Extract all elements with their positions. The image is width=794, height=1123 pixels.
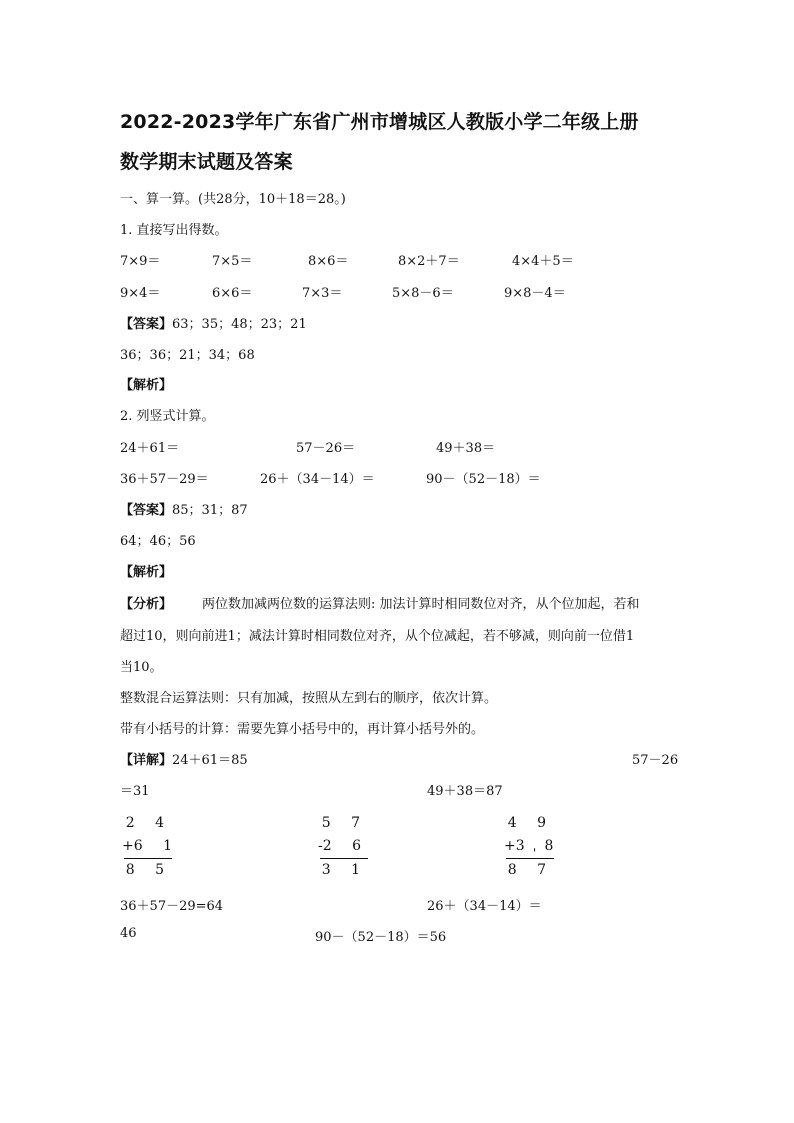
question-2-label: 2. 列竖式计算。 [120,409,215,424]
rule-parentheses: 带有小括号的计算：需要先算小括号中的，再计算小括号外的。 [120,722,485,737]
q2-problem: 24＋61＝ [120,441,180,456]
vertical-result: 8 7 [507,862,554,878]
q1-problem: 7×3＝ [302,286,343,301]
detail-text: 26＋（34－14）＝ [427,899,542,914]
vertical-calculation [504,812,562,882]
q1-problem: 5×8－6＝ [392,286,454,301]
q1-problem: 8×2＋7＝ [398,254,460,269]
detail-tag: 【详解】 [120,753,173,768]
vertical-calculation [122,812,180,882]
vertical-calculation [318,812,368,882]
q2-problem: 90－（52－18）＝ [426,472,541,487]
q1-problem: 8×6＝ [308,254,349,269]
vertical-operand: 6 1 [133,838,180,854]
rule-mixed-operations: 整数混合运算法则：只有加减，按照从左到右的顺序，依次计算。 [120,691,498,706]
detail-text: 36＋57－29=64 [120,899,224,914]
detail-text: 49＋38＝87 [427,784,503,799]
q2-answer [120,499,248,518]
detail-text: 24＋61＝85 [172,753,248,768]
q2-problem: 57－26＝ [296,441,356,456]
detail-text: 57－26 [632,753,679,768]
analysis-paragraph-line2: 超过10，则向前进1；减法计算时相同数位对齐，从个位减起，若不够减，则向前一位借1 [120,629,635,644]
answer-tag: 【答案】 [120,503,173,518]
detail-text: 46 [120,926,137,941]
q1-problem: 4×4＋5＝ [512,254,574,269]
vertical-top: 5 7 [321,815,368,831]
vertical-result: 3 1 [321,862,368,878]
q2-problem: 49＋38＝ [436,441,496,456]
vertical-middle [318,835,368,858]
vertical-operator: + [504,838,516,854]
analysis-paragraph-line1 [120,593,640,612]
q2-analysis-tag: 【解析】 [120,565,173,580]
vertical-middle [122,835,180,858]
analysis-paragraph-line3: 当10。 [120,660,163,675]
question-1-label: 1. 直接写出得数。 [120,223,228,238]
q1-analysis-tag: 【解析】 [120,378,173,393]
answer-text: 85；31；87 [172,503,248,518]
document-title-line1: 2022-2023学年广东省广州市增城区人教版小学二年级上册 [120,111,639,133]
q1-problem: 6×6＝ [212,286,253,301]
fenxi-tag: 【分析】 [120,597,173,612]
detail-text: 90－（52－18）＝56 [315,930,447,945]
detail-text: ＝31 [120,784,150,799]
fenxi-text: 两位数加减两位数的运算法则: 加法计算时相同数位对齐，从个位加起，若和 [202,597,640,612]
vertical-operator: - [318,838,323,854]
vertical-operator: + [122,838,134,854]
section-heading: 一、算一算。(共28分，10＋18＝28。) [120,192,346,207]
vertical-middle [504,835,562,858]
detail-line1 [120,749,248,768]
vertical-top: 2 4 [125,815,172,831]
q1-problem: 7×5＝ [212,254,253,269]
vertical-operand: 3ˌ8 [515,838,562,854]
vertical-operand: 2 6 [322,838,369,854]
q1-answer [120,313,307,332]
vertical-top: 4 9 [507,815,554,831]
q1-problem: 9×4＝ [120,286,161,301]
answer-tag: 【答案】 [120,317,173,332]
q2-answer-line2: 64；46；56 [120,534,196,549]
answer-text: 63；35；48；23；21 [172,317,307,332]
q2-problem: 36＋57－29＝ [120,472,209,487]
q1-answer-line2: 36；36；21；34；68 [120,348,255,363]
vertical-result: 8 5 [125,862,172,878]
q1-problem: 9×8－4＝ [504,286,566,301]
q1-problem: 7×9＝ [120,254,161,269]
document-title-line2: 数学期末试题及答案 [120,151,293,173]
q2-problem: 26＋（34－14）＝ [260,472,375,487]
